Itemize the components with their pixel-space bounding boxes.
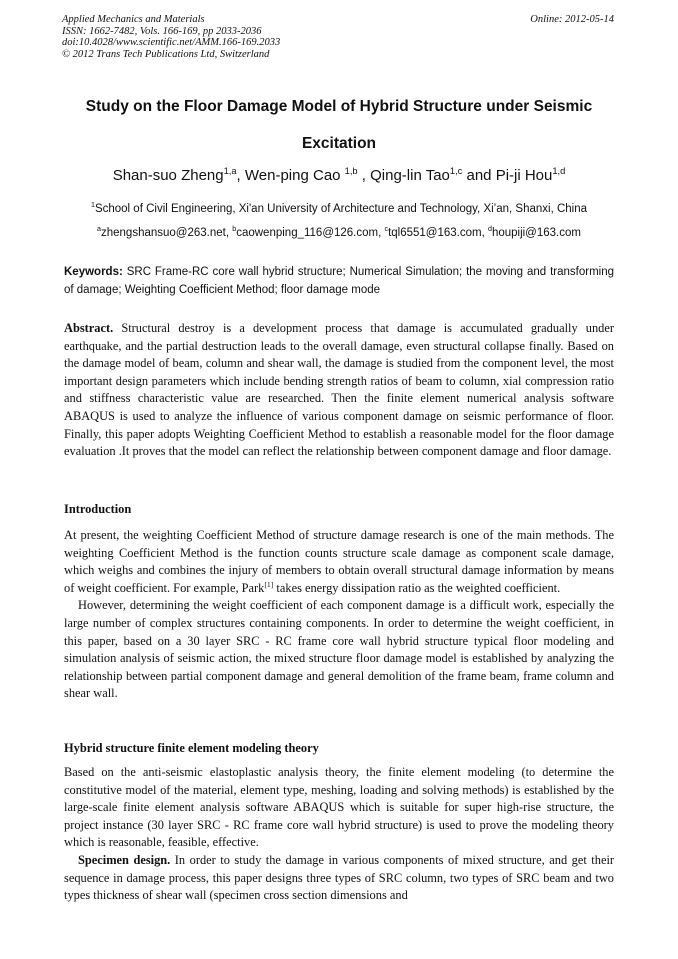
author-affil-mark: 1,b <box>344 166 358 176</box>
hybrid-heading: Hybrid structure finite element modeling theory <box>64 741 319 755</box>
author-separator: , <box>236 167 245 184</box>
email-mark: b <box>232 225 237 234</box>
author-list <box>40 167 638 184</box>
email-separator: , <box>378 227 385 239</box>
paper-title <box>40 88 638 162</box>
specimen-design-text: In order to study the damage in various components of mixed structure, and get their sequence in damage process, this paper designs three types of SRC column, two types of SRC beam and two types thickness of shear wall (specimen cross section dimensions and <box>64 852 615 903</box>
email-mark: c <box>384 225 389 234</box>
abstract-text: Structural destroy is a development process that damage is accumulated gradually under earthquake, and the partial destruction leads to the overall damage, even structural collapse finally. Based on the damage model of beam, column and shear wall, the damage is studied from the component level, the most important design parameters which include bending strength ratios of beam to column, xial compression ratio and stiffness characteristic value are researched. Then the finite element numerical analysis software ABAQUS is used to analyze the influence of various component damage on seismic performance of floor. Finally, this paper adopts Weighting Coefficient Method to establish a reasonable model for the floor damage evaluation .It proves that the model can reflect the relationship between component damage and floor damage. <box>64 321 614 459</box>
email-separator: , <box>481 227 488 239</box>
author-name: Shan-suo Zheng <box>112 167 224 184</box>
email-separator: , <box>225 227 233 239</box>
author-affil-mark: 1,d <box>552 166 566 176</box>
email-address[interactable]: houpiji@163.com <box>491 227 581 239</box>
online-date: Online: 2012-05-14 <box>530 14 614 25</box>
author-name: Pi-ji Hou <box>495 167 553 184</box>
author-affil-mark: 1,a <box>223 166 237 176</box>
citation-ref[interactable]: [1] <box>264 579 274 589</box>
intro-paragraph-1 <box>64 527 614 597</box>
copyright-line: © 2012 Trans Tech Publications Ltd, Switzerland <box>62 48 270 60</box>
affiliation-text: School of Civil Engineering, Xi'an University of Architecture and Technology, Xi’an, Shanxi, China <box>94 203 588 215</box>
keywords-block <box>64 264 614 299</box>
email-mark: d <box>487 225 492 234</box>
author-separator: and <box>462 167 496 184</box>
author-name: Qing-lin Tao <box>370 167 450 184</box>
intro-p1-text: At present, the weighting Coefficient Method of structure damage research is one of the main methods. The weighting Coefficient Method is the function counts structure scale damage as component scale damage, which weighs and combines the injury of members to obtain overall structural damage information by means of weight coefficient. For example, Park <box>64 528 614 595</box>
intro-paragraph-2: However, determining the weight coefficient of each component damage is a difficult work, especially the large number of complex structures containing components. In order to determine the weight coefficient, in this paper, based on a 30 layer SRC - RC frame core wall hybrid structure typical floor modeling and simulation analysis of seismic action, the mixed structure floor damage model is established by analyzing the relationship between partial component damage and general demolition of the frame beam, frame column and shear wall. <box>64 598 614 701</box>
keywords-text: SRC Frame-RC core wall hybrid structure; Numerical Simulation; the moving and transforming of damage; Weighting Coefficient Method; floor damage mode <box>64 266 614 296</box>
email-list <box>40 227 638 239</box>
intro-p1-tail: takes energy dissipation ratio as the weighted coefficient. <box>273 580 561 595</box>
affiliation <box>40 203 638 215</box>
title-line-2: Excitation <box>301 135 377 152</box>
keywords-label: Keywords: <box>64 266 123 278</box>
email-mark: a <box>97 225 101 234</box>
hybrid-body <box>64 764 614 905</box>
author-name: Wen-ping Cao <box>244 167 345 184</box>
introduction-heading: Introduction <box>64 502 132 516</box>
hybrid-paragraph-1: Based on the anti-seismic elastoplastic analysis theory, the finite element modeling (to determine the constitutive model of the material, element type, meshing, loading and solving methods) is established by the large-scale finite element analysis software ABAQUS which is suitable for super high-rise structure, the project instance (30 layer SRC - RC frame core wall hybrid structure) is used to prove the modeling theory which is reasonable, feasible, effective. <box>64 765 614 850</box>
author-affil-mark: 1,c <box>449 166 463 176</box>
journal-name: Applied Mechanics and Materials <box>62 14 205 25</box>
specimen-design-label: Specimen design. <box>78 852 171 867</box>
affiliation-mark: 1 <box>90 201 95 210</box>
introduction-body <box>64 527 614 703</box>
author-separator: , <box>357 167 371 184</box>
email-address[interactable]: zhengshansuo@263.net <box>100 227 226 239</box>
doi-line: doi:10.4028/www.scientific.net/AMM.166-169.2033 <box>62 37 281 48</box>
abstract-label: Abstract. <box>64 321 114 335</box>
email-address[interactable]: caowenping_116@126.com <box>236 227 379 239</box>
abstract <box>64 320 614 461</box>
journal-header <box>62 14 280 60</box>
issn-line: ISSN: 1662-7482, Vols. 166-169, pp 2033-2036 <box>62 25 262 37</box>
hybrid-paragraph-2 <box>64 852 614 905</box>
email-address[interactable]: tql6551@163.com <box>388 227 482 239</box>
title-line-1: Study on the Floor Damage Model of Hybrid Structure under Seismic <box>85 98 593 115</box>
